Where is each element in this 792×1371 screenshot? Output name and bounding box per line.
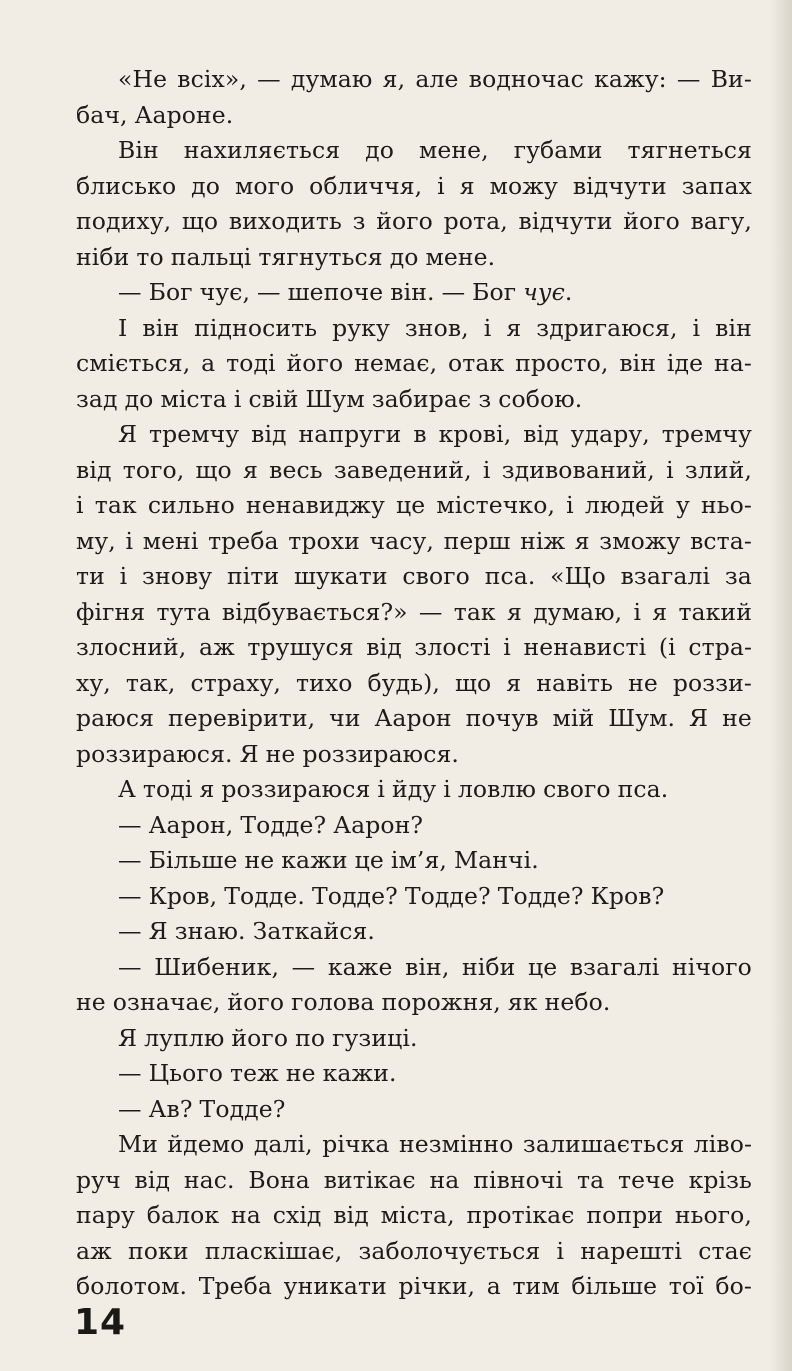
text-line: роззираюся. Я не роззираюся. [76, 739, 459, 768]
text-line: му, і мені треба трохи часу, перш ніж я зможу вста- [76, 526, 752, 555]
text-line: сміється, а тоді його немає, отак просто, він іде на- [76, 349, 752, 377]
text-line: раюся перевірити, чи Аарон почув мій Шум. Я не [76, 704, 752, 732]
text-line: не означає, його голова порожня, як небо. [76, 988, 611, 1016]
text-line: руч від нас. Вона витікає на півночі та тече крізь [76, 1165, 752, 1194]
text-line: блисько до мого обличчя, і я можу відчути запах [76, 171, 752, 200]
text-line: і так сильно ненавиджу це містечко, і людей у ньо- [76, 491, 752, 519]
text-line: пару балок на схід від міста, протікає попри нього, [76, 1201, 752, 1229]
text-line: злосний, аж трушуся від злості і ненависті (і стра- [76, 633, 752, 661]
text-line: — Більше не кажи це ім’я, Манчі. [118, 846, 539, 874]
text-line: фігня тута відбувається?» — так я думаю, і я такий [76, 597, 752, 626]
text-line: — Шибеник, — каже він, ніби це взагалі нічого [118, 952, 752, 981]
text-line: аж поки пласкішає, заболочується і нарешті стає [76, 1236, 752, 1265]
text-line: — Кров, Тодде. Тодде? Тодде? Тодде? Кров? [118, 881, 665, 910]
text-line: ти і знову піти шукати свого пса. «Що взагалі за [76, 562, 752, 590]
text-line: — Цього теж не кажи. [118, 1059, 397, 1087]
text-line: — Бог чує, — шепоче він. — Бог чує. [118, 278, 573, 306]
text-line: Я луплю його по гузиці. [118, 1023, 418, 1052]
text-line: І він підносить руку знов, і я здригаюся, і він [118, 313, 752, 342]
text-line: болотом. Треба уникати річки, а тим більше тої бо- [76, 1272, 752, 1300]
page-edge-shadow [770, 0, 792, 1371]
text-line: — Аарон, Тодде? Аарон? [118, 810, 424, 839]
text-line: бач, Аароне. [76, 100, 234, 129]
text-line: А тоді я роззираюся і йду і ловлю свого пса. [118, 775, 669, 803]
text-line: Ми йдемо далі, річка незмінно залишається ліво- [118, 1130, 752, 1158]
text-line: зад до міста і свій Шум забирає з собою. [76, 384, 583, 413]
page-number: 14 [74, 1302, 127, 1343]
text-line: Я тремчу від напруги в крові, від удару, тремчу [118, 420, 752, 448]
text-line: Він нахиляється до мене, губами тягнеться [118, 136, 752, 164]
text-line: подиху, що виходить з його рота, відчути його вагу, [76, 207, 752, 235]
book-page-text [76, 62, 752, 1305]
text-line: ху, так, страху, тихо будь), що я навіть не роззи- [76, 668, 752, 697]
text-line: від того, що я весь заведений, і здивований, і злий, [76, 455, 752, 484]
text-line: — Ав? Тодде? [118, 1094, 286, 1123]
text-line: — Я знаю. Заткайся. [118, 917, 375, 945]
text-line: ніби то пальці тягнуться до мене. [76, 242, 496, 271]
text-line: «Не всіх», — думаю я, але водночас кажу: — Ви- [118, 65, 752, 93]
